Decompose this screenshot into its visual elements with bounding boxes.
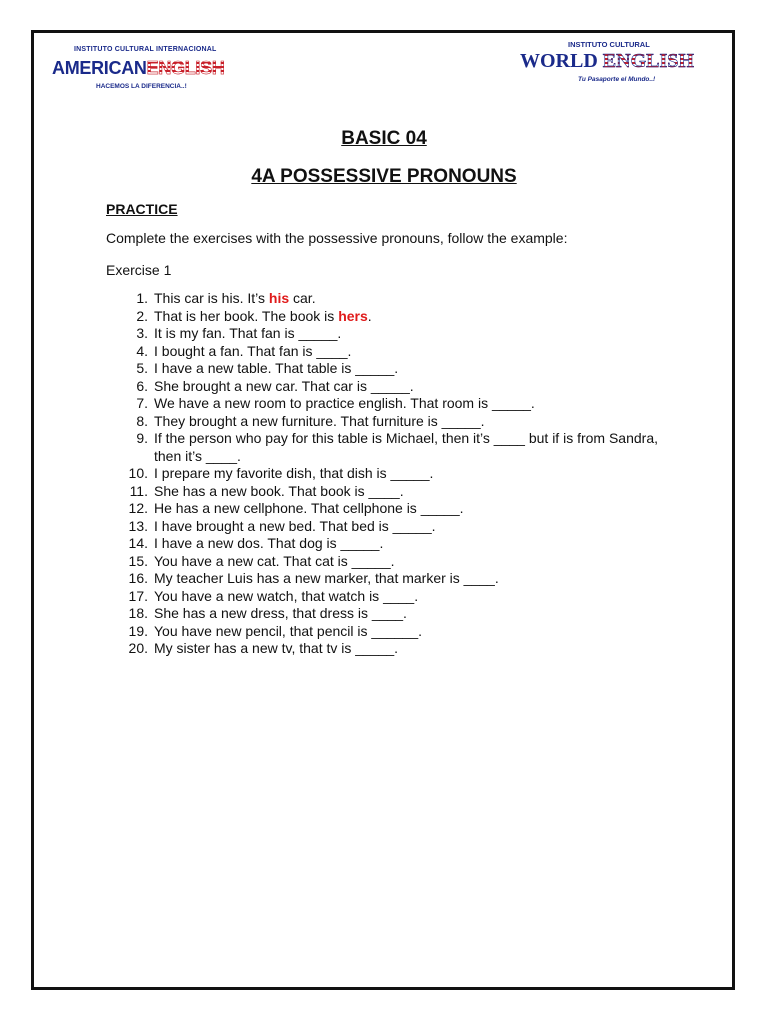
sentence-text: This car is his. It’s (154, 290, 269, 306)
list-item-number: 17. (128, 587, 148, 604)
list-item-text (150, 570, 666, 588)
list-item-text (150, 553, 666, 571)
list-item-text (150, 360, 666, 378)
list-item (106, 465, 666, 483)
list-item-text (150, 588, 666, 606)
answer-highlight: his (268, 290, 290, 306)
list-item-number: 3. (136, 325, 148, 341)
list-item-text (150, 535, 666, 553)
list-item-text (150, 395, 666, 413)
list-item (106, 623, 666, 641)
list-item-number: 12. (128, 500, 148, 516)
left-logo-word-a: AMERICAN (52, 58, 147, 78)
sentence-text: I have brought a new bed. That bed is _____. (154, 517, 436, 534)
right-logo-tagline: Tu Pasaporte el Mundo..! (578, 76, 656, 83)
list-item (106, 500, 666, 518)
list-item-number: 4. (136, 342, 148, 359)
list-item (106, 308, 666, 326)
list-item (106, 395, 666, 413)
list-item (106, 360, 666, 378)
list-item (106, 570, 666, 588)
right-logo-top-text: INSTITUTO CULTURAL (568, 40, 650, 49)
left-logo-word-b: ENGLISH (146, 58, 225, 78)
list-item-number: 8. (136, 412, 148, 429)
answer-highlight: hers (338, 307, 368, 324)
list-item-number: 6. (136, 377, 148, 394)
sentence-text: I have a new table. That table is _____. (154, 360, 399, 376)
sentence-text: I prepare my favorite dish, that dish is _____. (154, 465, 434, 481)
left-logo-main-text (52, 58, 225, 79)
list-item-text (150, 430, 666, 465)
sentence-text: My teacher Luis has a new marker, that marker is ____. (154, 570, 499, 586)
list-item-number: 9. (136, 430, 148, 446)
list-item-number: 7. (136, 395, 148, 411)
list-item (106, 430, 666, 465)
list-item (106, 640, 666, 658)
list-item-text (150, 308, 666, 326)
sentence-text: My sister has a new tv, that tv is _____. (154, 640, 399, 656)
list-item (106, 343, 666, 361)
sentence-text: She has a new dress, that dress is ____. (154, 605, 407, 621)
sentence-text: I bought a fan. That fan is ____. (154, 342, 352, 359)
list-item-number: 10. (128, 465, 148, 481)
list-item-text (150, 605, 666, 623)
sentence-text: It is my fan. That fan is _____. (154, 325, 342, 341)
instructions-text: Complete the exercises with the possessive pronouns, follow the example: (106, 230, 568, 246)
list-item-text (150, 623, 666, 641)
sentence-text: That is her book. The book is (154, 307, 339, 324)
list-item-text (150, 465, 666, 483)
right-logo-word-a: WORLD (520, 50, 603, 72)
sentence-tail: car. (289, 290, 316, 306)
list-item-number: 2. (136, 307, 148, 324)
list-item (106, 290, 666, 308)
sentence-text: You have new pencil, that pencil is ______. (154, 622, 423, 639)
list-item-text (150, 500, 666, 518)
list-item-text (150, 325, 666, 343)
exercise-list (106, 290, 666, 658)
sentence-tail: . (367, 307, 372, 324)
list-item (106, 325, 666, 343)
american-english-logo (52, 46, 252, 96)
sentence-text: He has a new cellphone. That cellphone is _____. (154, 500, 464, 516)
sentence-text: You have a new cat. That cat is _____. (154, 552, 395, 569)
list-item-text (150, 343, 666, 361)
list-item-number: 11. (129, 482, 148, 499)
document-subtitle: 4A POSSESSIVE PRONOUNS (251, 166, 517, 187)
list-item-number: 15. (128, 552, 148, 569)
list-item (106, 588, 666, 606)
list-item-number: 5. (136, 360, 148, 376)
sentence-text: I have a new dos. That dog is _____. (154, 535, 384, 551)
list-item (106, 378, 666, 396)
list-item-text (150, 640, 666, 658)
list-item-number: 1. (136, 290, 148, 306)
list-item-number: 14. (128, 535, 148, 551)
list-item-number: 18. (128, 605, 148, 621)
list-item (106, 518, 666, 536)
sentence-text: They brought a new furniture. That furniture is _____. (154, 412, 485, 429)
sentence-text: We have a new room to practice english. That room is _____. (154, 395, 535, 411)
list-item-text (150, 290, 666, 308)
left-logo-tagline: HACEMOS LA DIFERENCIA..! (96, 83, 187, 90)
list-item-text (150, 378, 666, 396)
exercise-label: Exercise 1 (106, 262, 172, 278)
list-item-number: 16. (128, 570, 148, 586)
list-item-number: 20. (128, 640, 148, 656)
list-item (106, 483, 666, 501)
list-item (106, 535, 666, 553)
list-item (106, 413, 666, 431)
list-item (106, 605, 666, 623)
list-item-number: 13. (128, 517, 148, 534)
right-logo-main-text (520, 50, 694, 73)
list-item (106, 553, 666, 571)
list-item-text (150, 518, 666, 536)
list-item-number: 19. (128, 622, 148, 639)
sentence-text: She has a new book. That book is ____. (154, 482, 404, 499)
list-item-text (150, 483, 666, 501)
right-logo-word-b: ENGLISH (602, 50, 694, 72)
sentence-text: If the person who pay for this table is Michael, then it’s ____ but if is from Sandra, then it’s ____. (154, 430, 659, 464)
sentence-text: She brought a new car. That car is _____. (154, 377, 414, 394)
left-logo-top-text: INSTITUTO CULTURAL INTERNACIONAL (74, 46, 217, 53)
list-item-text (150, 413, 666, 431)
world-english-logo (520, 40, 720, 90)
sentence-text: You have a new watch, that watch is ____. (154, 587, 419, 604)
document-title: BASIC 04 (341, 128, 427, 149)
section-heading: PRACTICE (106, 201, 178, 217)
